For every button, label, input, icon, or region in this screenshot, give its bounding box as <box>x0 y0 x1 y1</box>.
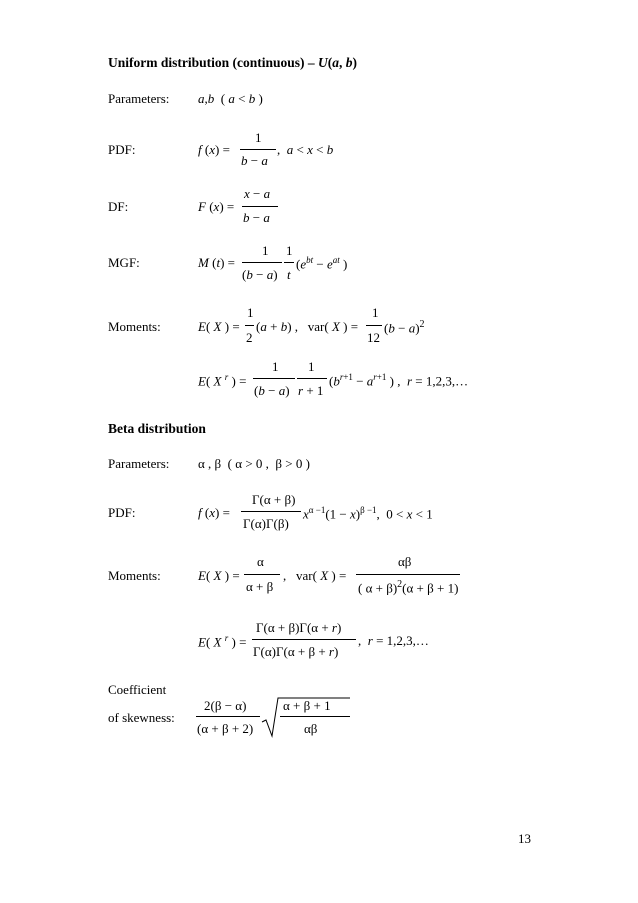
beta-moments-label: Moments: <box>108 568 161 583</box>
beta-parameters-formula: α , β ( α > 0 , β > 0 ) <box>198 456 310 471</box>
document-page: Uniform distribution (continuous) – U(a, b) Parameters: a,b ( a < b ) PDF: f (x) = 1 b − a , a < x < b DF: F (x) = x − a b − a MGF: M (t) = 1 (b − a) 1 t ($e^{bt} - e^{at}$ ) Moments: E( X ) = 1 2 (a + b) , var( X ) = 1 12 $(b - a)^2$ E( X $^r$ ) = 1 (b − a) 1 r + 1 ($b^{r+1} - a^{r+1}$ ) , r = 1,2,3,… Beta distribution Parameters: α , β ( α > 0 , β > 0 ) PDF: f (x) = Γ(α + β) Γ(α)Γ(β) $x^{\alpha -1}(1 - x)^{\beta -1}$, 0 < x < 1 Moments: E( X ) = α α + β , var( X ) = αβ ( α + β)$^2$(α + β + 1) E( X $^r$ ) = Γ(α + β)Γ(α + r) Γ(α)Γ(α + β + r) , r = 1,2,3,… Coefficient of skewness: 2(β − α) (α + β + 2) α + β + 1 αβ 13 <box>108 55 531 846</box>
uniform-parameters-label: Parameters: <box>108 91 170 106</box>
uniform-heading: Uniform distribution (continuous) – U(a, b) <box>108 55 358 70</box>
uniform-df-label: DF: <box>108 199 129 214</box>
beta-parameters-label: Parameters: <box>108 456 170 471</box>
beta-pdf-label: PDF: <box>108 505 136 520</box>
uniform-parameters-formula: a,b ( a < b ) <box>198 91 263 106</box>
uniform-pdf-label: PDF: <box>108 142 136 157</box>
beta-heading: Beta distribution <box>108 421 206 436</box>
uniform-moments-label: Moments: <box>108 319 161 334</box>
beta-skewness-label-line1: Coefficient <box>108 682 167 697</box>
uniform-mgf-label: MGF: <box>108 255 140 270</box>
beta-skewness-label-line2: of skewness: <box>108 710 175 725</box>
page-number: 13 <box>518 831 531 846</box>
